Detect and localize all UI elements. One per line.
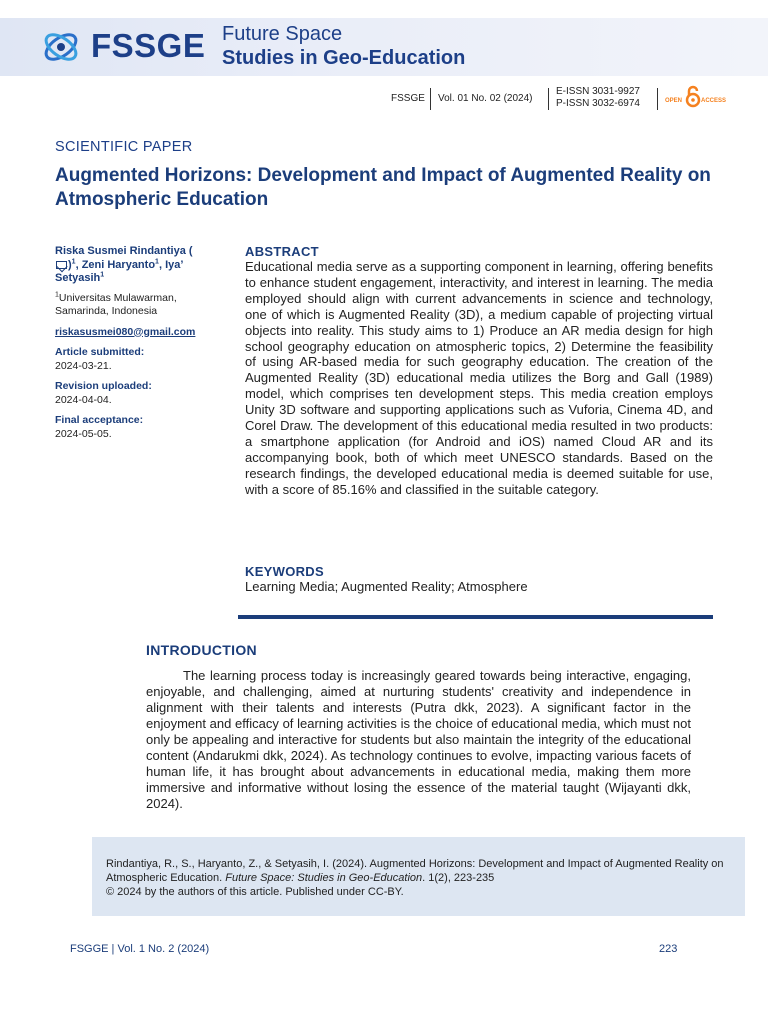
author-name: Riska Susmei Rindantiya (55, 245, 186, 257)
journal-logo-icon (36, 24, 86, 70)
article-type-label: SCIENTIFIC PAPER (55, 139, 193, 155)
section-divider (238, 615, 713, 619)
introduction-section (146, 642, 691, 812)
revision-label: Revision uploaded: (55, 380, 152, 392)
open-access-icon (665, 88, 727, 110)
abstract-text: Educational media serve as a supporting component in learning, offering benefits to enhance student engagement, interactivity, and interest in learning. The media employed should align with current advancements in science and technology, one of which is Augmented Reality (3D), a medium capable of projecting virtual objects into reality. This study aims to 1) Produce an AR media design for high school geography education on atmospheric topics, 2) Determine the feasibility of using AR-based media for such geography education. The creation of the Augmented Reality (3D) educational media utilizes the Borg and Gall (1989) model, which comprises ten development steps. This media creation employs Unity 3D software and supporting applications such as Vuforia, Cinema 4D, and Corel Draw. The development of this educational media resulted in two products: a smartphone application (for Android and iOS) named Cloud AR and its accompanying book, both of which meet UNESCO standards. Based on the research findings, the developed educational media is deemed suitable for use, with a score of 85.16% and classified in the suitable category. (245, 259, 713, 497)
journal-short-name: FSSGE (391, 93, 425, 104)
volume-info: Vol. 01 No. 02 (2024) (438, 93, 533, 104)
abstract-section (245, 244, 713, 498)
submitted-date: 2024-03-21. (55, 359, 112, 372)
corresponding-email-link[interactable]: riskasusmei080@gmail.com (55, 325, 196, 338)
author-name: , Iya’ Setyasih (55, 258, 183, 284)
author-name: , Zeni Haryanto (75, 258, 156, 271)
journal-logo-text: FSSGE (91, 27, 206, 64)
author-list: Riska Susmei Rindantiya ()$^1$, Zeni Haryanto$^1$, Iya’ Setyasih$^1$ (55, 245, 193, 284)
affiliation-sup: 1 (71, 257, 76, 265)
citation-journal: Future Space: Studies in Geo-Education (225, 872, 423, 884)
acceptance-date: 2024-05-05. (55, 427, 112, 440)
meta-divider (657, 88, 658, 110)
journal-name-line1: Future Space (222, 23, 343, 45)
citation-box (92, 837, 745, 916)
keywords-section (245, 564, 713, 595)
license-text: © 2024 by the authors of this article. Published under CC-BY. (106, 886, 404, 898)
abstract-heading: ABSTRACT (245, 244, 319, 259)
page-number: 223 (659, 943, 678, 955)
citation-tail: . 1(2), 223-235 (422, 872, 495, 884)
acceptance-label: Final acceptance: (55, 414, 144, 426)
revision-date: 2024-04-04. (55, 393, 112, 406)
author-sidebar (55, 245, 205, 441)
affiliation-sup: 1 (155, 257, 159, 265)
article-title: Augmented Horizons: Development and Impact of Augmented Reality on Atmospheric Education (55, 165, 711, 210)
journal-banner (0, 18, 768, 76)
keywords-heading: KEYWORDS (245, 564, 324, 579)
introduction-text: The learning process today is increasingly geared towards being interactive, engaging, enjoyable, and challenging, aimed at nurturing students' creativity and independence in alignment with their talents and interests (Putra dkk, 2023). A significant factor in the enjoyment and efficacy of learning activities is the choice of educational media, which must not only be appealing and interactive for students but also maintain the integrity of the educational content (Andarukmi dkk, 2024). As technology continues to evolve, impacting various facets of human life, it has brought about advancements in educational media, making them more immersive and informative without losing the essence of the material taught (Wijayanti dkk, 2024). (146, 668, 691, 811)
introduction-heading: INTRODUCTION (146, 642, 257, 658)
footer-journal-info: FSGGE | Vol. 1 No. 2 (2024) (70, 943, 210, 955)
affiliation-sup: 1 (100, 271, 105, 279)
affiliation (55, 292, 205, 319)
author-paren: ( (188, 245, 193, 257)
citation-lead: Rindantiya, R., S., Haryanto, Z., & Setyasih, I. (2024). Augmented Horizons: Development and Impact of Augmented Reality on Atmospheric Education. (106, 858, 724, 884)
meta-divider (548, 88, 549, 110)
oa-open-text: OPEN (665, 98, 683, 104)
meta-divider (430, 88, 431, 110)
keywords-text: Learning Media; Augmented Reality; Atmosphere (245, 579, 528, 594)
affiliation-text: Universitas Mulawarman, Samarinda, Indonesia (55, 291, 177, 317)
oa-access-text: ACCESS (701, 98, 727, 104)
journal-name-line2: Studies in Geo-Education (222, 47, 466, 69)
submitted-label: Article submitted: (55, 346, 145, 358)
pissn: P-ISSN 3032-6974 (556, 98, 640, 109)
mail-icon (56, 261, 67, 269)
affiliation-sup: 1 (55, 291, 59, 298)
eissn: E-ISSN 3031-9927 (556, 86, 640, 97)
